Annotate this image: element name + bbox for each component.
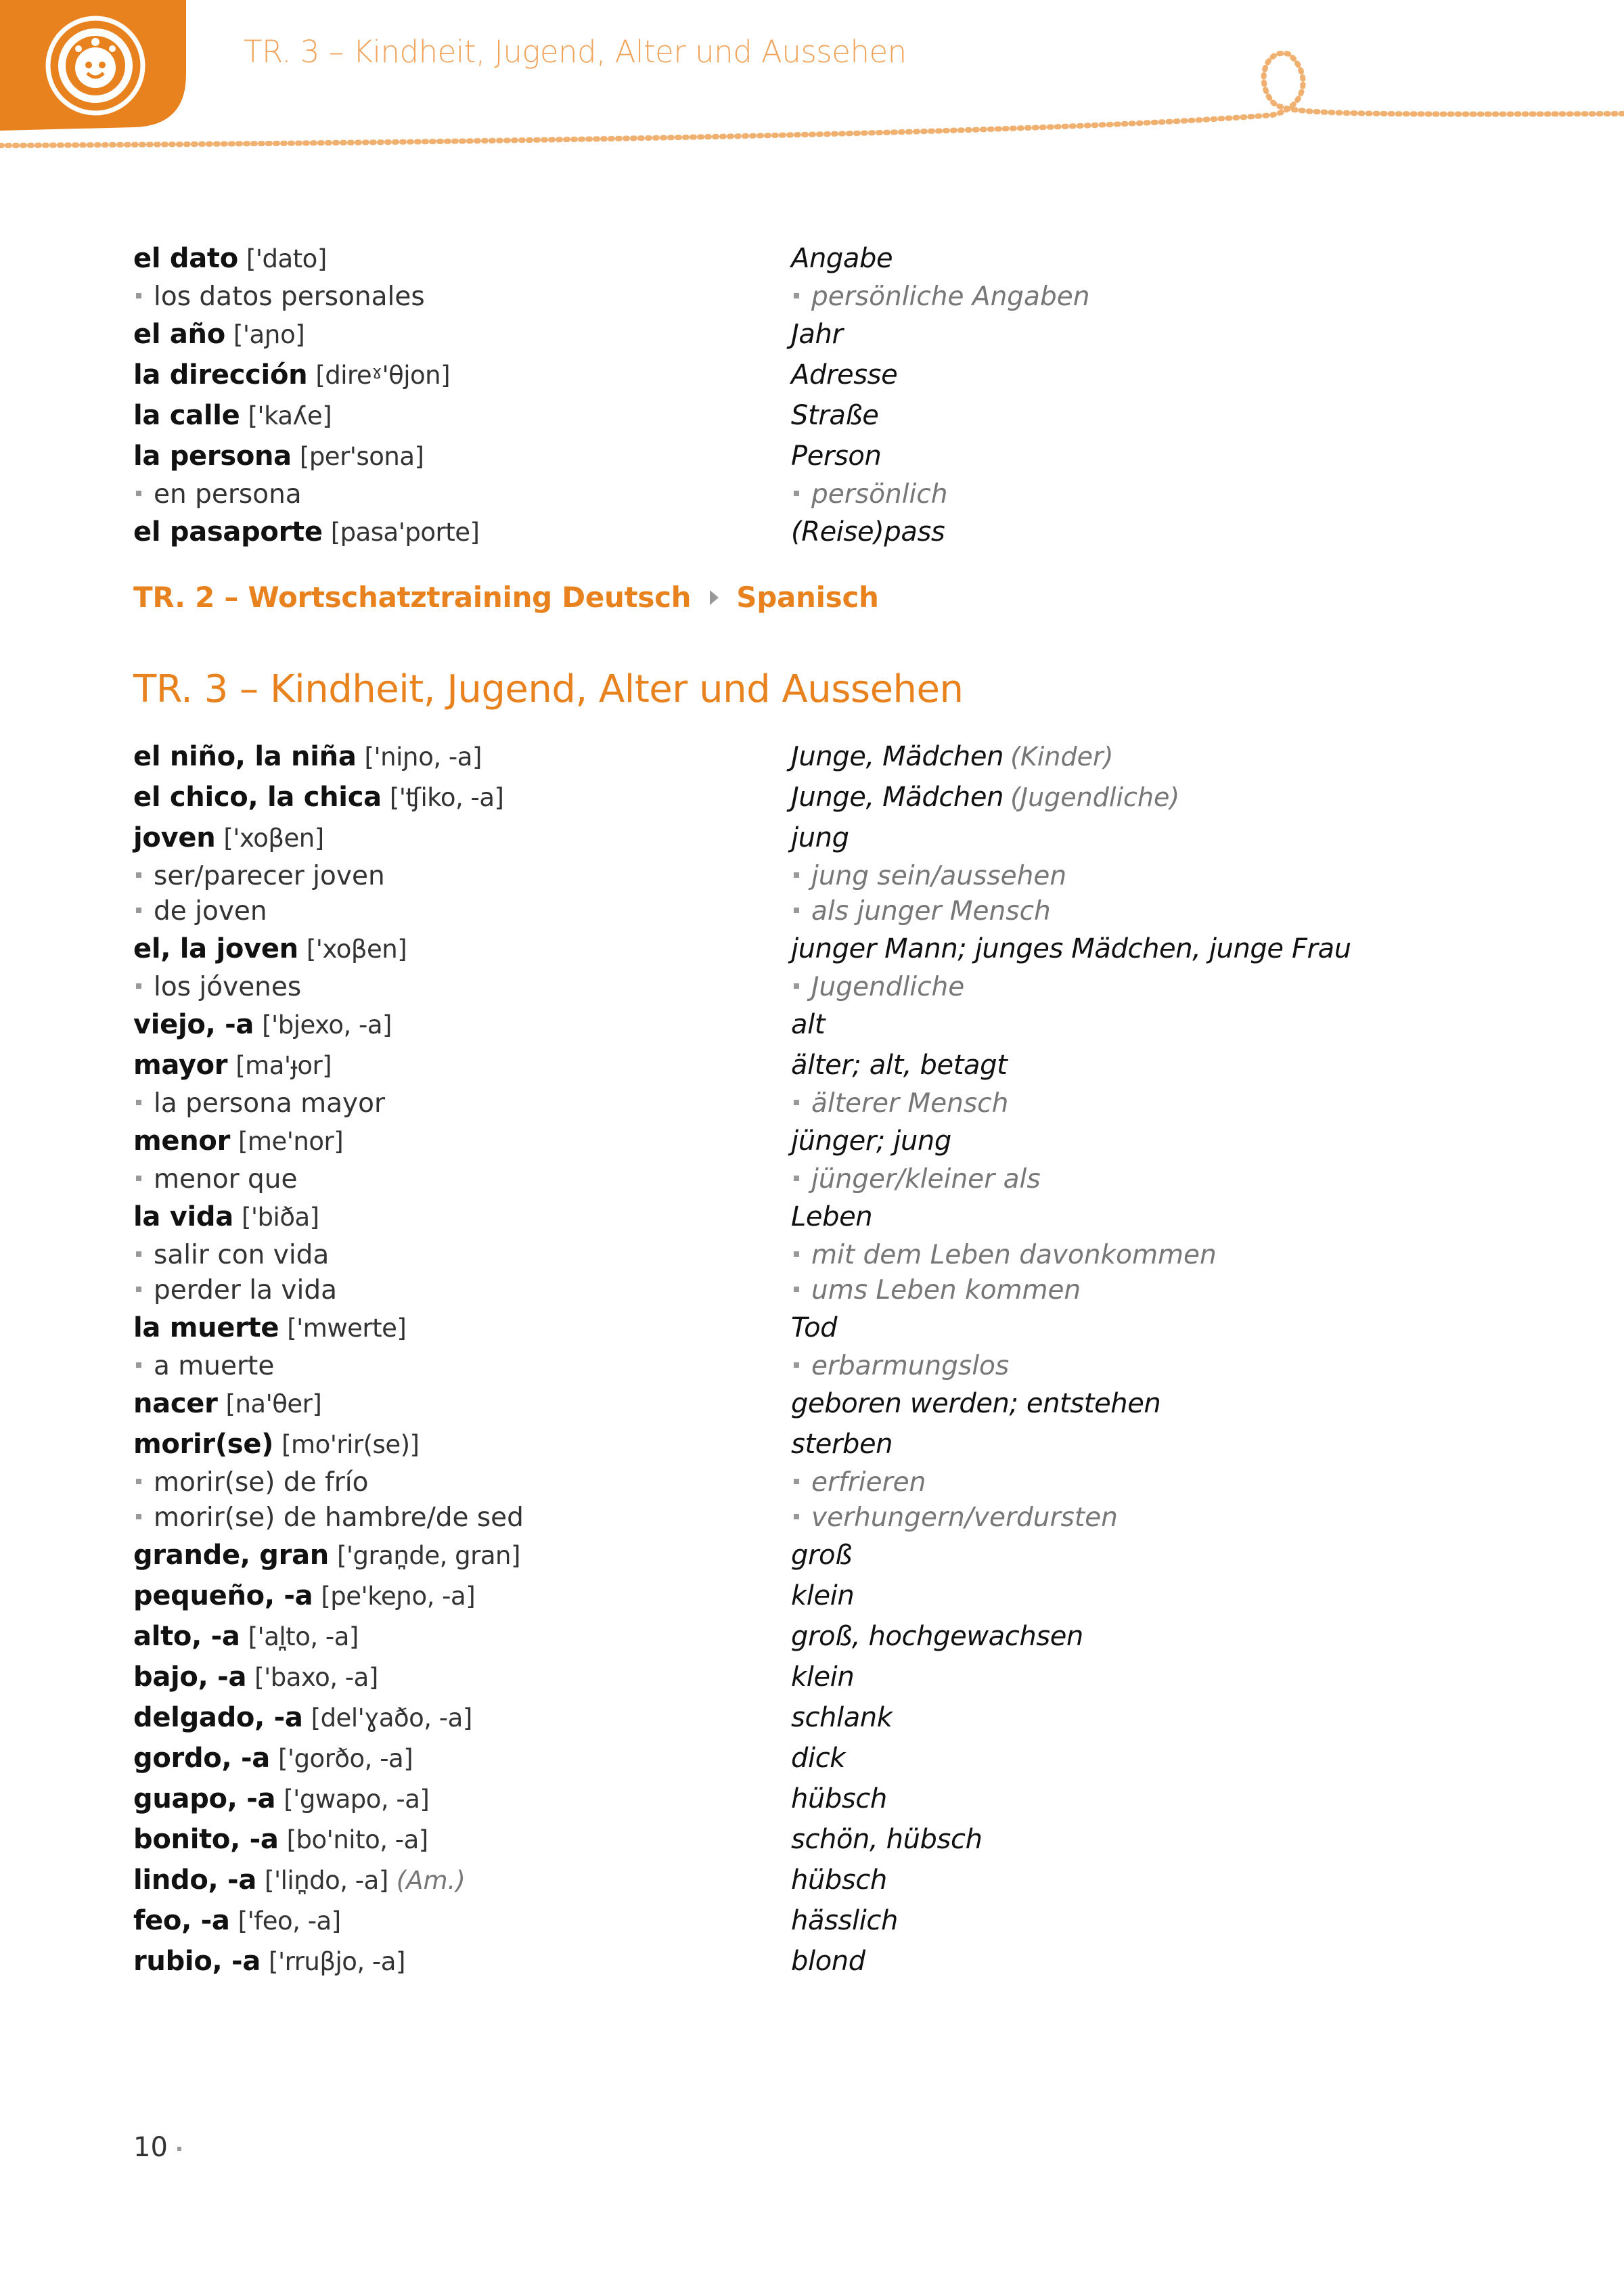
german-column — [791, 1580, 854, 1611]
spanish-column — [133, 1429, 419, 1460]
german-column — [791, 1201, 872, 1232]
german-column — [791, 1905, 898, 1936]
spanish-column — [133, 516, 479, 548]
german-column — [791, 1467, 926, 1498]
bullet-dot — [136, 872, 141, 878]
spanish-term: la muerte — [133, 1312, 279, 1343]
vocab-entry — [133, 1738, 1554, 1779]
german-column — [791, 1946, 865, 1977]
running-header-title: TR. 3 – Kindheit, Jugend, Alter und Aussehen — [244, 34, 907, 70]
pronunciation: ['al̪to, -a] — [248, 1622, 359, 1651]
german-column — [791, 282, 1089, 312]
german-column — [791, 479, 948, 510]
vocab-list-tr3 — [133, 736, 1554, 1982]
spanish-column — [133, 1388, 321, 1419]
spanish-column — [133, 1201, 319, 1232]
vocab-entry — [133, 395, 1554, 436]
spanish-term: la calle — [133, 400, 240, 431]
vocab-entry — [133, 1004, 1554, 1045]
german-translation: dick — [791, 1743, 846, 1774]
spanish-term: feo, -a — [133, 1905, 230, 1936]
german-translation: jünger; jung — [791, 1125, 951, 1157]
tr2-target-label: Spanisch — [736, 581, 879, 614]
german-translation: junger Mann; junges Mädchen, junge Frau — [791, 933, 1351, 964]
pronunciation: [mo'rir(se)] — [281, 1430, 420, 1459]
german-translation: schön, hübsch — [791, 1824, 983, 1855]
spanish-example: los jóvenes — [154, 971, 302, 1002]
german-translation: hübsch — [791, 1783, 887, 1814]
spanish-column — [133, 359, 450, 391]
german-column — [791, 861, 1066, 891]
vocab-entry — [133, 777, 1554, 818]
spanish-column — [133, 861, 385, 891]
spanish-example: perder la vida — [154, 1274, 337, 1306]
bullet-dot — [136, 293, 141, 298]
spanish-term: nacer — [133, 1388, 218, 1419]
pronunciation: [direˠ'θjon] — [315, 361, 451, 390]
spanish-term: el año — [133, 319, 225, 350]
german-column — [791, 243, 893, 274]
bullet-dot — [794, 872, 799, 878]
vocab-entry — [133, 1308, 1554, 1348]
spanish-term: mayor — [133, 1050, 228, 1081]
german-translation: Angabe — [791, 243, 893, 274]
bullet-dot — [136, 1176, 141, 1181]
vocab-entry — [133, 1900, 1554, 1941]
german-example: ums Leben kommen — [811, 1274, 1081, 1306]
pronunciation: ['bjexo, -a] — [262, 1010, 392, 1040]
german-column — [791, 359, 897, 391]
german-column — [791, 822, 849, 853]
bullet-dot — [794, 1514, 799, 1519]
spanish-column — [133, 1351, 274, 1381]
german-translation: alt — [791, 1009, 826, 1040]
spanish-term: menor — [133, 1125, 230, 1157]
vocab-entry — [133, 355, 1554, 395]
spanish-term: gordo, -a — [133, 1743, 270, 1774]
pronunciation: [del'ɣaðo, -a] — [311, 1703, 472, 1733]
spanish-column — [133, 782, 504, 813]
german-column — [791, 1621, 1083, 1652]
spanish-column — [133, 1240, 329, 1270]
german-column — [791, 782, 1179, 813]
vocab-example — [133, 1161, 1554, 1197]
spanish-column — [133, 319, 304, 350]
german-example: als junger Mensch — [811, 895, 1051, 927]
pronunciation: ['kaʎe] — [248, 401, 332, 430]
vocab-entry — [133, 1535, 1554, 1576]
bullet-dot — [794, 1251, 799, 1257]
german-column — [791, 1125, 951, 1157]
spanish-example: morir(se) de frío — [154, 1467, 369, 1498]
german-column — [791, 400, 878, 431]
spanish-term: pequeño, -a — [133, 1580, 313, 1611]
vocab-entry — [133, 1121, 1554, 1161]
pronunciation: ['lin̪do, -a] — [265, 1866, 388, 1895]
pronunciation: [ma'ɟor] — [235, 1051, 332, 1080]
german-column — [791, 1540, 852, 1571]
vocab-example — [133, 1465, 1554, 1500]
vocab-example — [133, 1237, 1554, 1272]
bullet-dot — [794, 293, 799, 298]
bullet-dot — [177, 2147, 181, 2151]
bullet-dot — [794, 1100, 799, 1105]
spanish-column — [133, 1946, 405, 1977]
spanish-column — [133, 1783, 429, 1814]
pronunciation: ['xoβen] — [223, 824, 324, 853]
german-translation: groß — [791, 1540, 852, 1571]
vocab-entry — [133, 238, 1554, 279]
german-translation: hässlich — [791, 1905, 898, 1936]
spanish-example: salir con vida — [154, 1239, 330, 1270]
bullet-dot — [794, 1479, 799, 1484]
vocab-entry — [133, 1197, 1554, 1237]
vocab-list-continued — [133, 238, 1554, 552]
vocab-entry — [133, 1045, 1554, 1086]
german-example: erbarmungslos — [811, 1350, 1010, 1381]
german-translation: älter; alt, betagt — [791, 1050, 1008, 1081]
spanish-term: viejo, -a — [133, 1009, 254, 1040]
german-column — [791, 1240, 1217, 1270]
pronunciation: ['feo, -a] — [238, 1906, 341, 1936]
pronunciation: [na'θer] — [225, 1389, 322, 1419]
pronunciation: ['xoβen] — [306, 935, 407, 964]
spanish-term: el, la joven — [133, 933, 298, 964]
bullet-dot — [794, 908, 799, 913]
german-column — [791, 1275, 1081, 1306]
german-translation: klein — [791, 1661, 855, 1693]
bullet-dot — [136, 1479, 141, 1484]
spanish-term: morir(se) — [133, 1429, 274, 1460]
german-column — [791, 1312, 837, 1343]
spanish-term: el dato — [133, 243, 238, 274]
spanish-example: de joven — [154, 895, 267, 927]
spanish-column — [133, 479, 302, 510]
german-translation: schlank — [791, 1702, 893, 1733]
pronunciation: ['gran̪de, gran] — [336, 1541, 520, 1570]
german-column — [791, 1661, 854, 1693]
german-translation: Straße — [791, 400, 879, 431]
spanish-example: los datos personales — [154, 281, 425, 312]
spanish-term: el chico, la chica — [133, 782, 382, 813]
spanish-term: delgado, -a — [133, 1702, 303, 1733]
spanish-example: morir(se) de hambre/de sed — [154, 1502, 524, 1533]
german-column — [791, 1388, 1160, 1419]
pronunciation: ['aɲo] — [233, 320, 305, 349]
spanish-term: lindo, -a — [133, 1865, 257, 1896]
german-translation: geboren werden; entstehen — [791, 1388, 1161, 1419]
german-column — [791, 933, 1351, 964]
pronunciation: ['dato] — [246, 244, 327, 273]
german-translation: Adresse — [791, 359, 898, 391]
german-column — [791, 1783, 887, 1814]
german-column — [791, 1865, 887, 1896]
pronunciation: ['biða] — [241, 1203, 319, 1232]
bullet-dot — [794, 1176, 799, 1181]
spanish-term: la persona — [133, 441, 292, 472]
german-column — [791, 1164, 1041, 1195]
vocab-entry — [133, 314, 1554, 355]
german-translation: Tod — [791, 1312, 838, 1343]
spanish-term: la dirección — [133, 359, 308, 391]
spanish-column — [133, 243, 327, 274]
spanish-term: el niño, la niña — [133, 741, 357, 772]
spanish-column — [133, 1865, 466, 1896]
german-example: jünger/kleiner als — [811, 1163, 1041, 1195]
german-example: mit dem Leben davonkommen — [811, 1239, 1217, 1270]
spanish-column — [133, 1824, 428, 1855]
spanish-term: bonito, -a — [133, 1824, 279, 1855]
german-translation: Junge, Mädchen — [791, 782, 1004, 813]
bullet-dot — [794, 491, 799, 496]
spanish-term: el pasaporte — [133, 516, 323, 548]
german-column — [791, 516, 945, 548]
spanish-column — [133, 441, 424, 472]
vocab-entry — [133, 1424, 1554, 1465]
bullet-dot — [794, 983, 799, 989]
vocab-example — [133, 279, 1554, 314]
spanish-term: guapo, -a — [133, 1783, 276, 1814]
bullet-dot — [136, 1100, 141, 1105]
german-column — [791, 1743, 845, 1774]
region-note: (Am.) — [396, 1866, 466, 1895]
german-column — [791, 1351, 1009, 1381]
spanish-term: alto, -a — [133, 1621, 240, 1652]
german-translation: Jahr — [791, 319, 843, 350]
pronunciation: [me'nor] — [238, 1127, 344, 1156]
german-translation: (Reise)pass — [791, 516, 945, 548]
pronunciation: ['mwerte] — [287, 1314, 407, 1343]
vocab-example — [133, 1500, 1554, 1535]
german-example: Jugendliche — [811, 971, 965, 1002]
pronunciation: ['gwapo, -a] — [284, 1785, 430, 1814]
bullet-dot — [136, 1362, 141, 1368]
vocab-entry — [133, 1941, 1554, 1982]
pronunciation: [bo'nito, -a] — [286, 1825, 428, 1854]
bullet-dot — [136, 1287, 141, 1292]
german-column — [791, 1088, 1008, 1119]
vocab-example — [133, 476, 1554, 512]
vocab-example — [133, 1086, 1554, 1121]
bullet-dot — [136, 908, 141, 913]
spanish-column — [133, 1125, 343, 1157]
german-column — [791, 1824, 983, 1855]
german-column — [791, 441, 881, 472]
pronunciation: ['gorðo, -a] — [277, 1744, 413, 1773]
vocab-entry — [133, 1616, 1554, 1657]
vocab-example — [133, 1272, 1554, 1308]
german-translation: jung — [791, 822, 849, 853]
vocab-entry — [133, 1697, 1554, 1738]
german-column — [791, 1009, 825, 1040]
pronunciation: ['niɲo, -a] — [364, 742, 482, 772]
vocab-entry — [133, 1657, 1554, 1697]
german-translation: klein — [791, 1580, 855, 1611]
track-link-tr2[interactable] — [133, 581, 879, 614]
german-translation: sterben — [791, 1429, 893, 1460]
pronunciation: [pasa'porte] — [330, 518, 480, 547]
spanish-column — [133, 1905, 341, 1936]
bullet-dot — [136, 983, 141, 989]
spanish-column — [133, 1050, 332, 1081]
german-example: persönliche Angaben — [811, 281, 1090, 312]
spanish-column — [133, 1661, 378, 1693]
spanish-term: joven — [133, 822, 216, 853]
german-column — [791, 741, 1113, 772]
spanish-column — [133, 822, 324, 853]
spanish-column — [133, 972, 301, 1002]
german-example: älterer Mensch — [811, 1088, 1009, 1119]
german-example: verhungern/verdursten — [811, 1502, 1118, 1533]
header-decoration — [0, 0, 1624, 162]
spanish-example: ser/parecer joven — [154, 860, 385, 891]
spanish-column — [133, 1540, 520, 1571]
german-column — [791, 1429, 893, 1460]
vocab-entry — [133, 1860, 1554, 1900]
spanish-column — [133, 1312, 406, 1343]
spanish-term: grande, gran — [133, 1540, 329, 1571]
vocab-example — [133, 858, 1554, 893]
pronunciation: ['baxo, -a] — [254, 1663, 378, 1692]
spanish-column — [133, 1580, 475, 1611]
german-translation: hübsch — [791, 1865, 887, 1896]
german-column — [791, 896, 1051, 927]
pronunciation: ['rruβjo, -a] — [269, 1947, 405, 1976]
german-example: persönlich — [811, 478, 948, 510]
spanish-column — [133, 741, 482, 772]
spanish-column — [133, 400, 332, 431]
spanish-column — [133, 282, 425, 312]
spanish-column — [133, 1009, 392, 1040]
vocab-entry — [133, 1779, 1554, 1819]
german-column — [791, 1702, 893, 1733]
tr2-label: TR. 2 – Wortschatztraining Deutsch — [133, 581, 692, 614]
spanish-column — [133, 933, 407, 964]
spanish-column — [133, 1743, 413, 1774]
triangle-right-icon — [710, 590, 719, 605]
german-translation: Person — [791, 441, 882, 472]
spanish-column — [133, 1275, 337, 1306]
vocab-example — [133, 893, 1554, 929]
vocab-entry — [133, 1576, 1554, 1616]
german-example: erfrieren — [811, 1467, 926, 1498]
pronunciation: [pe'keɲo, -a] — [321, 1582, 476, 1611]
german-translation: groß, hochgewachsen — [791, 1621, 1083, 1652]
german-translation: Leben — [791, 1201, 873, 1232]
spanish-term: rubio, -a — [133, 1946, 261, 1977]
vocab-entry — [133, 1819, 1554, 1860]
bullet-dot — [794, 1362, 799, 1368]
german-column — [791, 1502, 1118, 1533]
spanish-column — [133, 1502, 524, 1533]
german-translation: Junge, Mädchen — [791, 741, 1004, 772]
usage-note: (Jugendliche) — [1010, 782, 1180, 812]
spanish-term: bajo, -a — [133, 1661, 247, 1693]
spanish-column — [133, 1702, 472, 1733]
spanish-example: a muerte — [154, 1350, 275, 1381]
bullet-dot — [794, 1287, 799, 1292]
vocab-example — [133, 1348, 1554, 1383]
smiley-sun-icon — [48, 18, 143, 113]
vocab-entry — [133, 929, 1554, 969]
spanish-column — [133, 1467, 369, 1498]
german-translation: blond — [791, 1946, 865, 1977]
page-number-value: 10 — [133, 2132, 168, 2163]
usage-note: (Kinder) — [1010, 742, 1114, 772]
spanish-example: menor que — [154, 1163, 298, 1195]
german-column — [791, 319, 843, 350]
vocab-entry — [133, 512, 1554, 552]
vocab-example — [133, 969, 1554, 1004]
section-heading-tr3: TR. 3 – Kindheit, Jugend, Alter und Aussehen — [133, 667, 964, 711]
spanish-term: la vida — [133, 1201, 233, 1232]
page-number — [133, 2132, 181, 2163]
spanish-column — [133, 1088, 385, 1119]
vocab-entry — [133, 736, 1554, 777]
bullet-dot — [136, 491, 141, 496]
vocab-entry — [133, 436, 1554, 476]
pronunciation: [per'sona] — [299, 442, 424, 471]
german-column — [791, 972, 964, 1002]
spanish-column — [133, 1164, 297, 1195]
spanish-column — [133, 896, 267, 927]
vocab-entry — [133, 818, 1554, 858]
bullet-dot — [136, 1514, 141, 1519]
german-column — [791, 1050, 1007, 1081]
german-example: jung sein/aussehen — [811, 860, 1067, 891]
vocab-entry — [133, 1383, 1554, 1424]
spanish-example: en persona — [154, 478, 302, 510]
spanish-example: la persona mayor — [154, 1088, 385, 1119]
spanish-column — [133, 1621, 359, 1652]
pronunciation: ['ʧiko, -a] — [389, 783, 504, 812]
bullet-dot — [136, 1251, 141, 1257]
